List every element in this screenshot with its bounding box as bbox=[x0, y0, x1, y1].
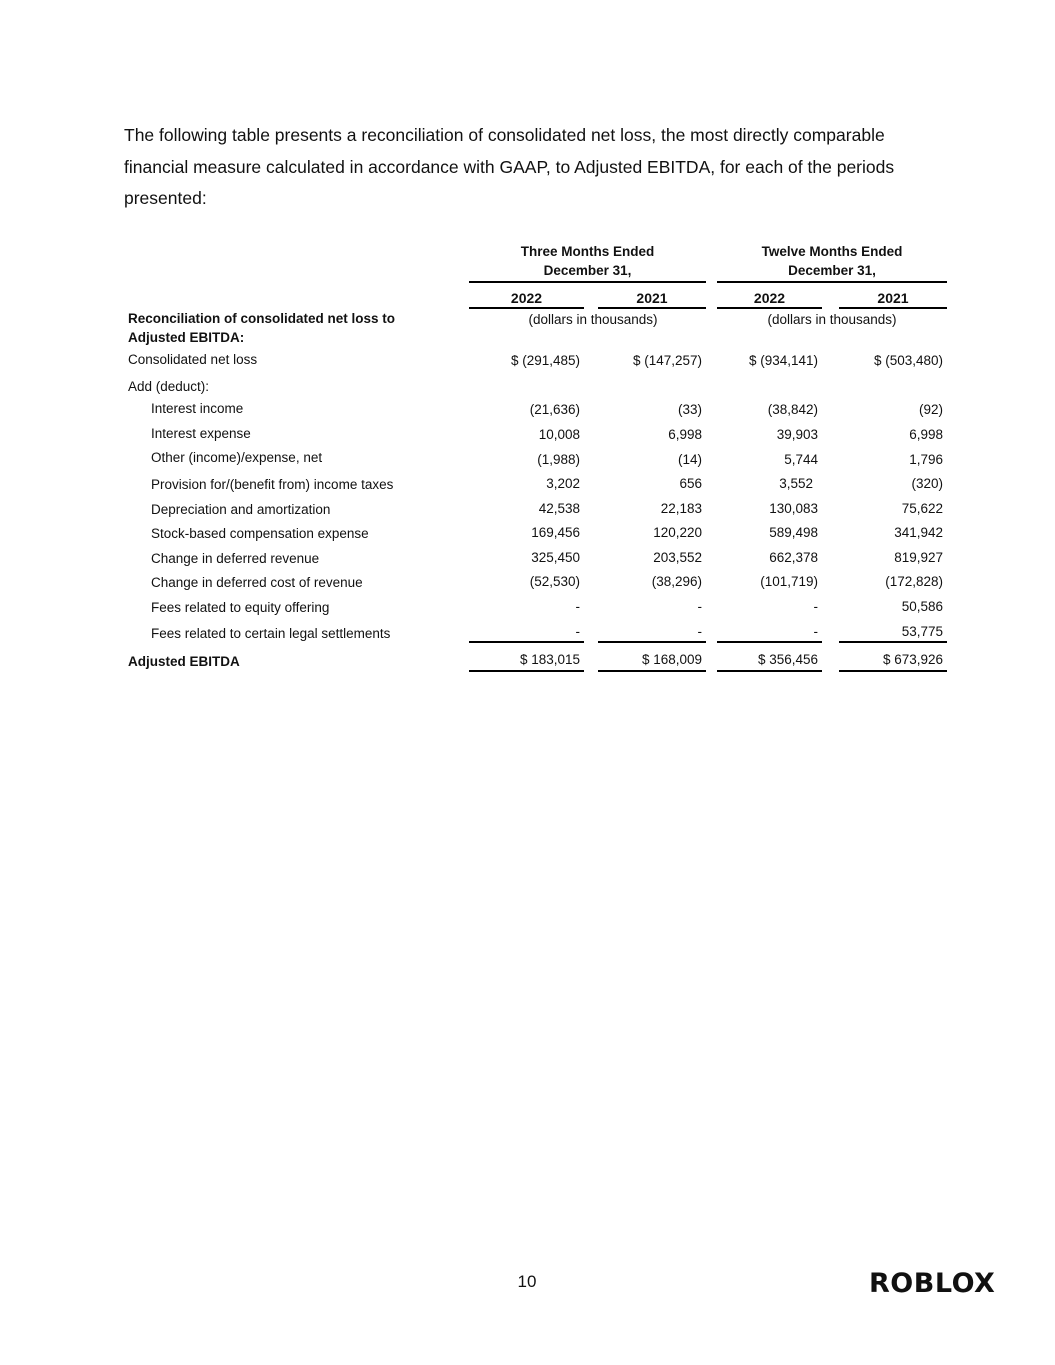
cell-value: 589,498 bbox=[769, 525, 818, 540]
year-underline bbox=[469, 307, 584, 309]
subtotal-rule bbox=[839, 641, 947, 643]
cell-value: 662,378 bbox=[769, 550, 818, 565]
cell-value: (21,636) bbox=[529, 402, 580, 417]
cell-value: - bbox=[813, 624, 818, 639]
subtotal-rule bbox=[717, 641, 822, 643]
year-underline bbox=[717, 307, 822, 309]
total-value: $ 356,456 bbox=[757, 652, 818, 667]
cell-value: (38,296) bbox=[651, 574, 702, 589]
subtotal-rule bbox=[469, 641, 584, 643]
total-rule bbox=[598, 670, 706, 672]
group-header-line2: December 31, bbox=[788, 263, 876, 278]
total-value: $ 168,009 bbox=[641, 652, 702, 667]
group-underline bbox=[469, 281, 706, 283]
cell-value: 169,456 bbox=[531, 525, 580, 540]
section-heading-line1: Reconciliation of consolidated net loss to bbox=[128, 311, 396, 326]
group-underline bbox=[717, 281, 947, 283]
row-label: Other (income)/expense, net bbox=[151, 450, 323, 465]
year-header: 2021 bbox=[636, 290, 668, 306]
cell-value: 50,586 bbox=[901, 599, 943, 614]
row-label: Change in deferred revenue bbox=[151, 551, 320, 566]
row-label: Stock-based compensation expense bbox=[151, 526, 369, 541]
cell-value: $ (934,141) bbox=[748, 353, 818, 368]
row-label: Consolidated net loss bbox=[128, 352, 258, 367]
roblox-logo: ROBLOX bbox=[869, 1268, 996, 1299]
cell-value: 75,622 bbox=[901, 501, 943, 516]
total-row-label: Adjusted EBITDA bbox=[128, 654, 240, 669]
group-header-twelve-months bbox=[717, 242, 947, 280]
row-label: Add (deduct): bbox=[128, 379, 210, 394]
group-header-line1: Twelve Months Ended bbox=[761, 244, 903, 259]
total-rule bbox=[839, 670, 947, 672]
group-header-line1: Three Months Ended bbox=[520, 244, 655, 259]
cell-value: 5,744 bbox=[784, 452, 818, 467]
year-header: 2022 bbox=[510, 290, 543, 306]
cell-value: 819,927 bbox=[894, 550, 943, 565]
subtotal-rule bbox=[598, 641, 706, 643]
cell-value: - bbox=[575, 624, 580, 639]
year-underline bbox=[598, 307, 706, 309]
cell-value: - bbox=[575, 599, 580, 614]
units-label: (dollars in thousands) bbox=[528, 312, 658, 327]
cell-value: 39,903 bbox=[776, 427, 818, 442]
group-header-three-months bbox=[469, 242, 706, 280]
total-value: $ 183,015 bbox=[519, 652, 580, 667]
cell-value: (38,842) bbox=[767, 402, 818, 417]
cell-value: 130,083 bbox=[769, 501, 818, 516]
cell-value: 341,942 bbox=[894, 525, 943, 540]
cell-value: - bbox=[813, 599, 818, 614]
cell-value: (33) bbox=[677, 402, 702, 417]
cell-value: 1,796 bbox=[909, 452, 943, 467]
cell-value: 3,552 bbox=[779, 476, 813, 491]
cell-value: 22,183 bbox=[660, 501, 702, 516]
cell-value: 53,775 bbox=[901, 624, 943, 639]
cell-value: - bbox=[697, 624, 702, 639]
row-label: Interest income bbox=[151, 401, 244, 416]
total-rule bbox=[469, 670, 584, 672]
total-value: $ 673,926 bbox=[882, 652, 943, 667]
cell-value: 6,998 bbox=[909, 427, 943, 442]
row-label: Interest expense bbox=[151, 426, 251, 441]
cell-value: 10,008 bbox=[538, 427, 580, 442]
row-label: Depreciation and amortization bbox=[151, 502, 331, 517]
total-rule bbox=[717, 670, 822, 672]
cell-value: 3,202 bbox=[546, 476, 580, 491]
cell-value: (320) bbox=[911, 476, 943, 491]
cell-value: (101,719) bbox=[760, 574, 818, 589]
cell-value: $ (291,485) bbox=[510, 353, 580, 368]
row-label: Fees related to certain legal settlements bbox=[151, 626, 391, 641]
cell-value: 325,450 bbox=[531, 550, 580, 565]
row-label: Fees related to equity offering bbox=[151, 600, 330, 615]
intro-paragraph: The following table presents a reconciliation of consolidated net loss, the most directly comparable financial measure calculated in accordance with GAAP, to Adjusted EBITDA, for each of the periods presented: bbox=[124, 125, 895, 208]
cell-value: (14) bbox=[677, 452, 702, 467]
cell-value: - bbox=[697, 599, 702, 614]
page-number: 10 bbox=[517, 1272, 537, 1291]
cell-value: 6,998 bbox=[668, 427, 702, 442]
cell-value: (1,988) bbox=[537, 452, 580, 467]
cell-value: (172,828) bbox=[885, 574, 943, 589]
cell-value: 656 bbox=[679, 476, 702, 491]
section-heading-line2: Adjusted EBITDA: bbox=[128, 330, 245, 345]
cell-value: (92) bbox=[918, 402, 943, 417]
year-header: 2022 bbox=[753, 290, 786, 306]
group-header-line2: December 31, bbox=[543, 263, 632, 278]
cell-value: $ (147,257) bbox=[632, 353, 702, 368]
cell-value: 120,220 bbox=[653, 525, 702, 540]
year-underline bbox=[839, 307, 947, 309]
row-label: Provision for/(benefit from) income taxes bbox=[151, 477, 394, 492]
cell-value: 203,552 bbox=[653, 550, 702, 565]
cell-value: 42,538 bbox=[538, 501, 580, 516]
section-heading bbox=[128, 309, 395, 347]
cell-value: $ (503,480) bbox=[873, 353, 943, 368]
row-label: Change in deferred cost of revenue bbox=[151, 575, 363, 590]
units-label: (dollars in thousands) bbox=[767, 312, 897, 327]
cell-value: (52,530) bbox=[529, 574, 580, 589]
year-header: 2021 bbox=[877, 290, 909, 306]
